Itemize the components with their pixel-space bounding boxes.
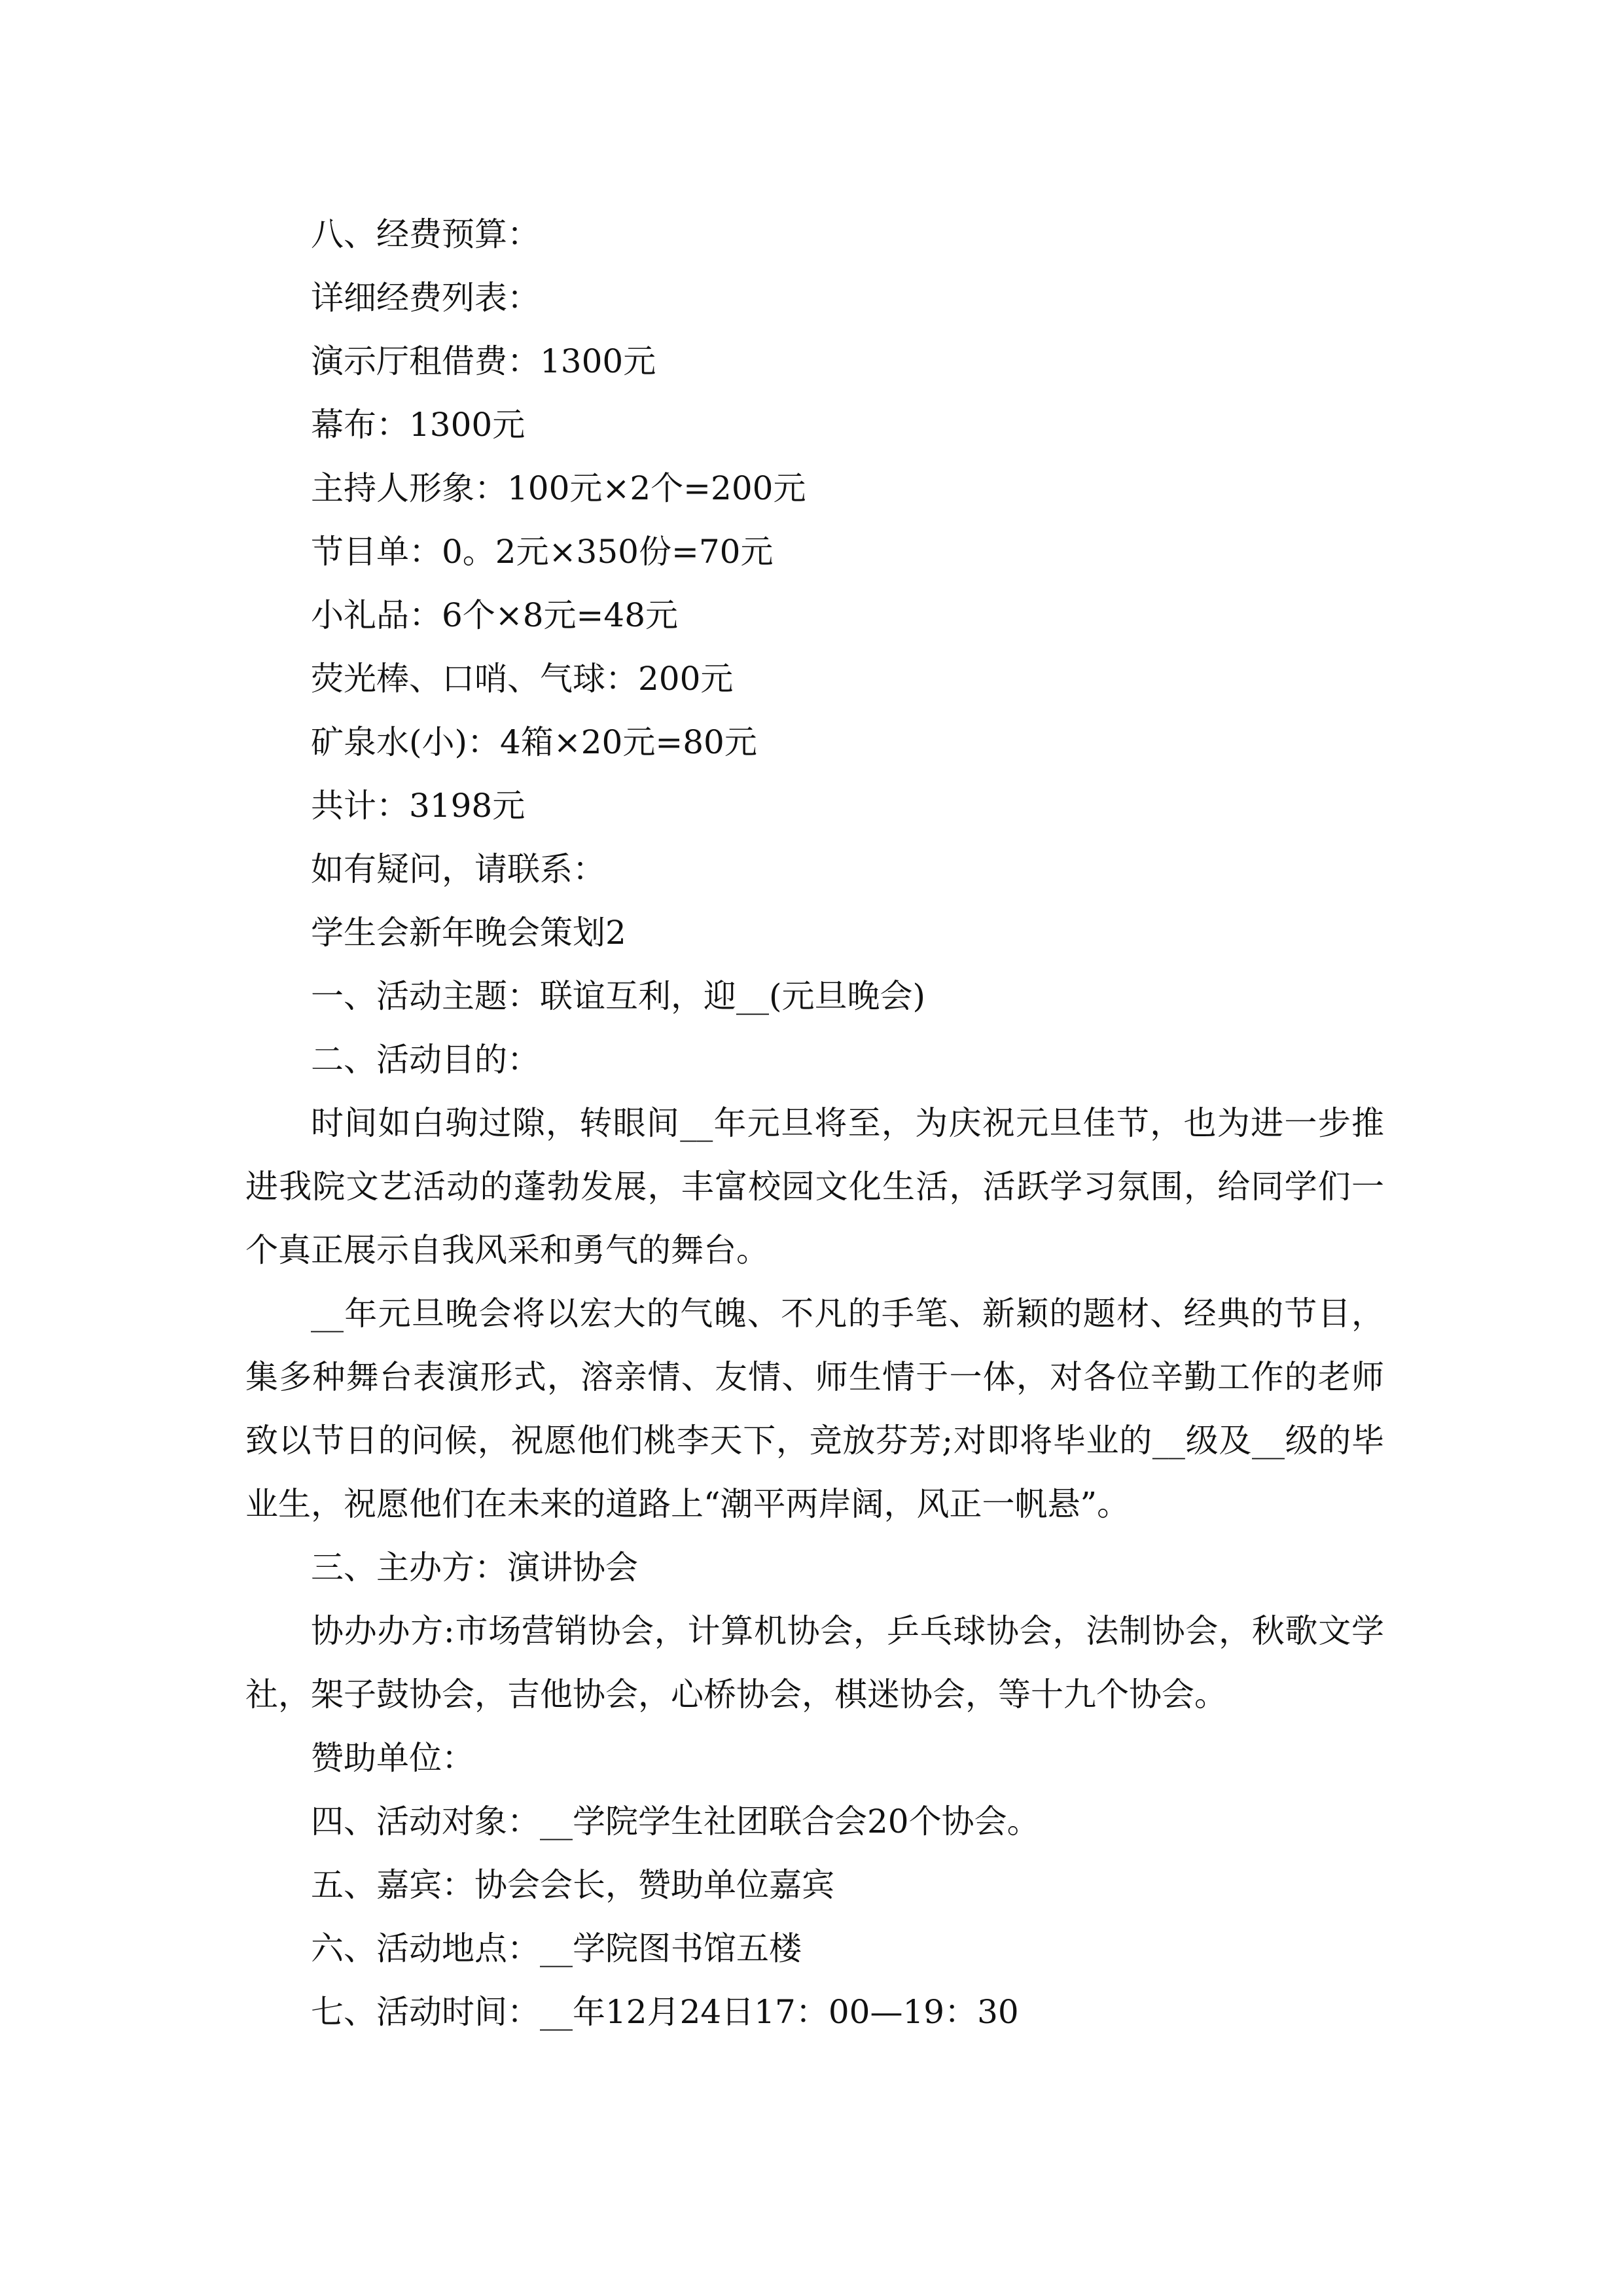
budget-item: 节目单：0。2元×350份=70元 xyxy=(311,533,774,571)
co-organizers-paragraph: 协办办方:市场营销协会，计算机协会，乒乓球协会，法制协会，秋歌文学社，架子鼓协会，吉他协会，心桥协会，棋迷协会，等十九个协会。 xyxy=(245,1612,1384,1713)
document-body xyxy=(245,203,1384,2044)
organizer-line: 三、主办方：演讲协会 xyxy=(311,1549,638,1587)
budget-item: 矿泉水(小)：4箱×20元=80元 xyxy=(311,723,757,761)
budget-list-title: 详细经费列表： xyxy=(311,279,540,317)
contact-line: 如有疑问，请联系： xyxy=(311,850,605,888)
time-line: 七、活动时间：__年12月24日17：00—19：30 xyxy=(311,1993,1019,2031)
purpose-paragraph-2: __年元旦晚会将以宏大的气魄、不凡的手笔、新颖的题材、经典的节目，集多种舞台表演形式，溶亲情、友情、师生情于一体，对各位辛勤工作的老师致以节日的问候，祝愿他们桃李天下，竞放芬芳;对即将毕业的__级及__级的毕业生，祝愿他们在未来的道路上“潮平两岸阔，风正一帆悬”。 xyxy=(245,1295,1384,1523)
audience-line: 四、活动对象：__学院学生社团联合会20个协会。 xyxy=(311,1803,1040,1840)
budget-item: 荧光棒、口哨、气球：200元 xyxy=(311,660,734,698)
budget-item: 演示厅租借费：1300元 xyxy=(311,342,656,380)
budget-item: 主持人形象：100元×2个=200元 xyxy=(311,469,806,507)
budget-heading: 八、经费预算： xyxy=(311,215,540,253)
budget-item: 小礼品：6个×8元=48元 xyxy=(311,596,679,634)
guests-line: 五、嘉宾：协会会长，赞助单位嘉宾 xyxy=(311,1866,834,1904)
budget-total: 共计：3198元 xyxy=(311,787,526,825)
location-line: 六、活动地点：__学院图书馆五楼 xyxy=(311,1929,802,1967)
sponsor-line: 赞助单位： xyxy=(311,1739,474,1777)
budget-item: 幕布：1300元 xyxy=(311,406,526,444)
purpose-heading: 二、活动目的： xyxy=(311,1041,540,1079)
purpose-paragraph-1: 时间如白驹过隙，转眼间__年元旦将至，为庆祝元旦佳节，也为进一步推进我院文艺活动的蓬勃发展，丰富校园文化生活，活跃学习氛围，给同学们一个真正展示自我风采和勇气的舞台。 xyxy=(245,1104,1384,1269)
activity-theme: 一、活动主题：联谊互利，迎__(元旦晚会) xyxy=(311,977,926,1015)
plan2-title: 学生会新年晚会策划2 xyxy=(311,914,626,952)
